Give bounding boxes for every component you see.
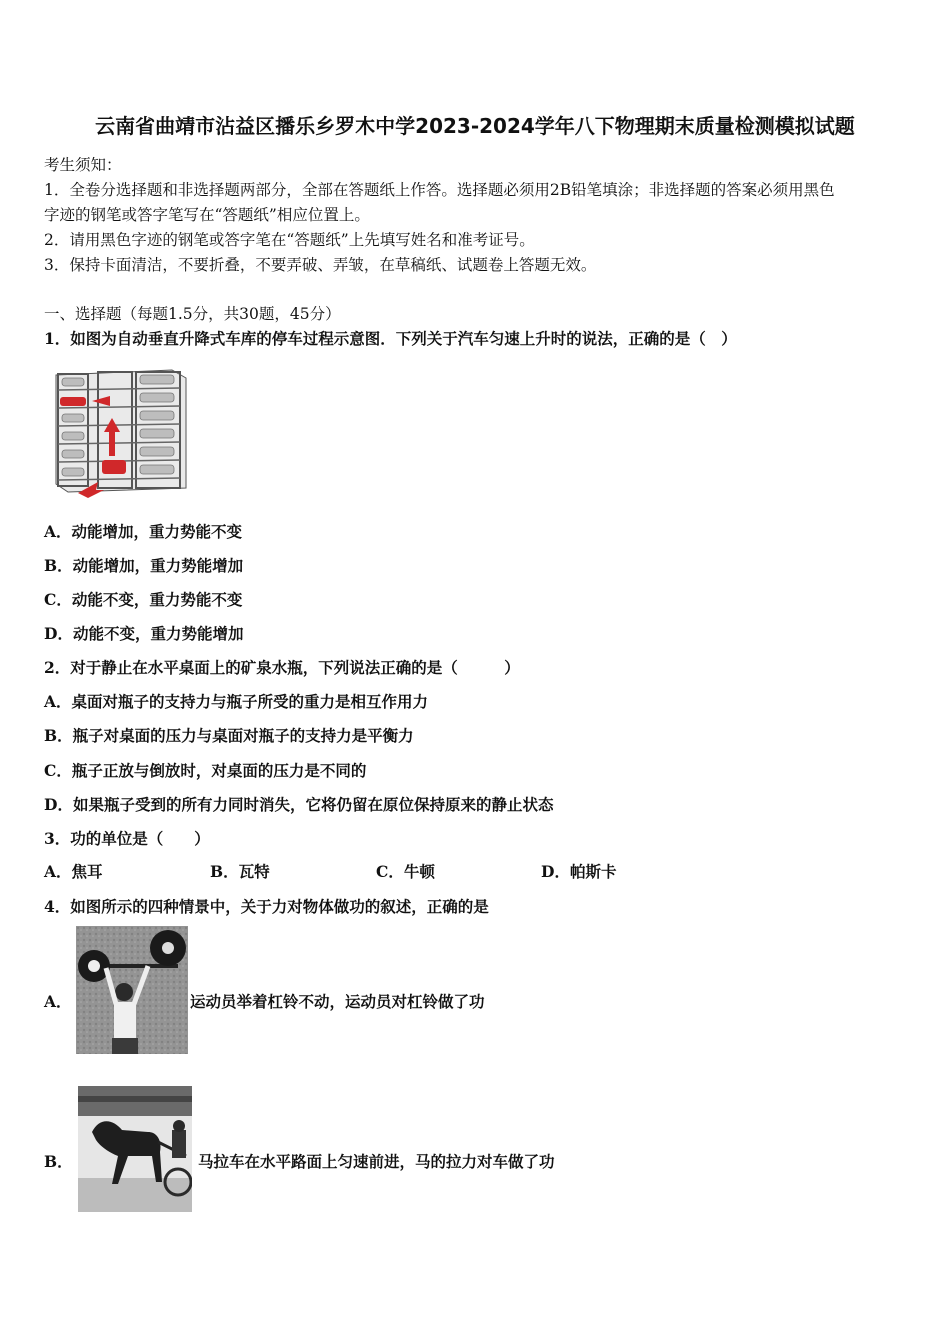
page-title: 云南省曲靖市沾益区播乐乡罗木中学2023-2024学年八下物理期末质量检测模拟试题 xyxy=(95,114,855,138)
option-c: C．瓶子正放与倒放时，对桌面的压力是不同的 xyxy=(44,761,367,780)
question-stem: 4．如图所示的四种情景中，关于力对物体做功的叙述，正确的是 xyxy=(44,897,489,916)
notice-heading: 考生须知： xyxy=(44,156,122,174)
option-a: A．焦耳 xyxy=(44,862,103,881)
option-b-text: 马拉车在水平路面上匀速前进，马的拉力对车做了功 xyxy=(198,1152,555,1171)
option-d: D．帕斯卡 xyxy=(541,862,617,881)
option-a-text: 运动员举着杠铃不动，运动员对杠铃做了功 xyxy=(190,992,485,1011)
weightlifter-photo xyxy=(76,926,188,1054)
notice-item: 1．全卷分选择题和非选择题两部分，全部在答题纸上作答。选择题必须用2B铅笔填涂；非选择题的答案必须用黑色 xyxy=(44,181,835,199)
option-b-letter: B． xyxy=(44,1152,73,1171)
option-a: A．动能增加，重力势能不变 xyxy=(44,522,243,541)
option-c: C．牛顿 xyxy=(376,862,435,881)
notice-item: 字迹的钢笔或答字笔写在“答题纸”相应位置上。 xyxy=(44,206,370,224)
option-a: A．桌面对瓶子的支持力与瓶子所受的重力是相互作用力 xyxy=(44,692,429,711)
section-heading: 一、选择题（每题1.5分，共30题，45分） xyxy=(44,305,341,323)
notice-item: 3．保持卡面清洁，不要折叠，不要弄破、弄皱，在草稿纸、试题卷上答题无效。 xyxy=(44,256,597,274)
option-c: C．动能不变，重力势能不变 xyxy=(44,590,243,609)
option-b: B．瓶子对桌面的压力与桌面对瓶子的支持力是平衡力 xyxy=(44,726,414,745)
garage-figure xyxy=(48,360,188,498)
horse-cart-photo xyxy=(78,1086,192,1212)
notice-item: 2．请用黑色字迹的钢笔或答字笔在“答题纸”上先填写姓名和准考证号。 xyxy=(44,231,535,249)
question-stem: 2．对于静止在水平桌面上的矿泉水瓶，下列说法正确的是（ ） xyxy=(44,658,520,677)
option-d: D．动能不变，重力势能增加 xyxy=(44,624,244,643)
option-d: D．如果瓶子受到的所有力同时消失，它将仍留在原位保持原来的静止状态 xyxy=(44,795,554,814)
question-stem: 1．如图为自动垂直升降式车库的停车过程示意图．下列关于汽车匀速上升时的说法，正确的是（ ） xyxy=(44,329,737,348)
option-b: B．动能增加，重力势能增加 xyxy=(44,556,244,575)
question-stem: 3．功的单位是（ ） xyxy=(44,829,210,848)
option-a-letter: A． xyxy=(44,992,72,1011)
option-b: B．瓦特 xyxy=(210,862,270,881)
